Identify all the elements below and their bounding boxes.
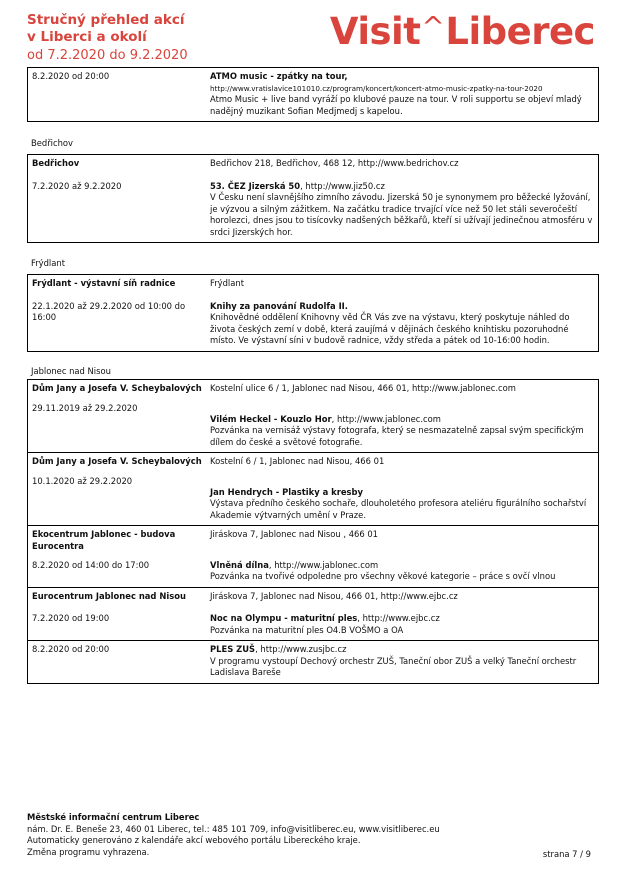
visit-liberec-logo: Visit^Liberec — [329, 10, 595, 53]
event-row — [28, 587, 598, 641]
title-line-1: Stručný přehled akcí — [27, 12, 185, 28]
venue-column — [32, 456, 210, 521]
venue-column — [32, 278, 210, 347]
event-link: , http://www.jablonec.com — [331, 413, 441, 424]
event-url: http://www.vratislavice101010.cz/program/koncert/koncert-atmo-music-zpatky-na-tour-2020 — [210, 83, 543, 93]
event-link: , http://www.jiz50.cz — [300, 180, 385, 191]
event-row — [28, 275, 598, 351]
event-description: Knihovědné oddělení Knihovny věd ČR Vás zve na výstavu, který poskytuje náhled do života českých zemí v době, která zaujímá v dějinách českého knihtisku pozoruhodné místo. Ve výstavní síni v budově radnice, vždy středa a pátek od 10-16:00 hodin. — [210, 312, 570, 345]
event-row — [28, 452, 598, 525]
venue-name: Dům Jany a Josefa V. Scheybalových — [32, 383, 202, 393]
venue-column — [32, 529, 210, 583]
venue-column — [32, 383, 210, 448]
page-number: strana 7 / 9 — [542, 849, 591, 859]
event-name: 53. ČEZ Jizerská 50 — [210, 180, 301, 191]
event-name: PLES ZUŠ — [210, 644, 256, 654]
event-details — [210, 158, 594, 238]
event-name: Vilém Heckel - Kouzlo Hor — [210, 413, 332, 424]
venue-column — [32, 158, 210, 238]
date-range: od 7.2.2020 do 9.2.2020 — [27, 48, 188, 63]
footer-contact: nám. Dr. E. Beneše 23, 460 01 Liberec, tel.: 485 101 709, info@visitliberec.eu, www.visitliberec.eu — [27, 823, 440, 834]
event-row — [28, 640, 598, 683]
event-date: 22.1.2020 až 29.2.2020 od 10:00 do 16:00 — [32, 300, 186, 322]
event-details — [210, 591, 594, 637]
venue-address: Jiráskova 7, Jablonec nad Nisou, 466 01, http://www.ejbc.cz — [210, 590, 458, 601]
event-block-bedrichov — [27, 154, 599, 243]
event-details — [210, 71, 594, 117]
event-block-jablonec — [27, 379, 599, 684]
event-date: 7.2.2020 od 19:00 — [32, 613, 110, 623]
event-date: 29.11.2019 až 29.2.2020 — [32, 402, 138, 413]
event-row — [28, 525, 598, 587]
event-date: 8.2.2020 od 20:00 — [32, 71, 110, 81]
venue-address: Frýdlant — [210, 278, 244, 288]
event-description: Výstava předního českého sochaře, dlouholetého profesora ateliéru figurálního sochařství Akademie výtvarných umění v Praze. — [210, 498, 587, 520]
event-block-continued — [27, 68, 599, 122]
event-details — [210, 529, 594, 583]
venue-address: Kostelní 6 / 1, Jablonec nad Nisou, 466 01 — [210, 456, 385, 466]
venue-address: Jiráskova 7, Jablonec nad Nisou , 466 01 — [210, 529, 379, 539]
venue-name: Frýdlant - výstavní síň radnice — [32, 278, 176, 288]
footer-note: Automaticky generováno z kalendáře akcí webového portálu Libereckého kraje. — [27, 835, 361, 845]
venue-address: Bedřichov 218, Bedřichov, 468 12, http://www.bedrichov.cz — [210, 158, 459, 168]
page-footer — [27, 812, 597, 858]
event-row — [28, 68, 598, 121]
event-description: Pozvánka na tvořivé odpoledne pro všechny věkové kategorie – práce s ovčí vlnou — [210, 571, 556, 581]
event-description: Pozvánka na vernisáž výstavy fotografa, který se nesmazatelně zapsal svým specifickým dílem do české a světové fotografie. — [210, 425, 584, 447]
event-description: Atmo Music + live band vyráží po klubové pauze na tour. V roli supportu se objeví mladý nadějný muzikant Sofian Medjmedj s kapelou. — [210, 94, 582, 116]
venue-name: Dům Jany a Josefa V. Scheybalových — [32, 456, 202, 466]
venue-name: Bedřichov — [32, 158, 80, 168]
venue-column — [32, 591, 210, 637]
event-details — [210, 456, 594, 521]
event-row — [28, 380, 598, 452]
venue-name: Ekocentrum Jablonec - budova Eurocentra — [32, 529, 176, 551]
event-link: , http://www.zusjbc.cz — [255, 644, 347, 654]
event-date: 8.2.2020 od 20:00 — [32, 644, 110, 654]
event-name: Jan Hendrych - Plastiky a kresby — [210, 486, 363, 497]
event-link: , http://www.ejbc.cz — [357, 613, 440, 623]
event-block-frydlant — [27, 274, 599, 352]
event-details — [210, 278, 594, 347]
event-details — [210, 644, 594, 679]
footer-organization: Městské informační centrum Liberec — [27, 812, 200, 822]
event-name: Vlněná dílna — [210, 559, 269, 570]
page-title — [27, 12, 185, 46]
event-description: Pozvánka na maturitní ples O4.B VOŠMO a OA — [210, 624, 404, 635]
venue-column — [32, 644, 210, 679]
venue-name: Eurocentrum Jablonec nad Nisou — [32, 590, 186, 601]
event-name: Noc na Olympu - maturitní ples — [210, 613, 358, 623]
event-description: V Česku není slavnějšího zimního závodu. Jizerská 50 je synonymem pro běžecké lyžování, je výzvou a silným zážitkem. Na začátku tradice trvající více než 50 let stáli severočeští horolezci, dnes jsou to tisícovky nadšených běžkařů, kteří si užívají jedinečnou atmosféru v srdci Jizerských hor. — [210, 192, 593, 237]
event-link: , http://www.jablonec.com — [268, 559, 379, 570]
event-row — [28, 155, 598, 242]
title-line-2: v Liberci a okolí — [27, 29, 147, 45]
event-date: 10.1.2020 až 29.2.2020 — [32, 475, 133, 486]
venue-address: Kostelní ulice 6 / 1, Jablonec nad Nisou, 466 01, http://www.jablonec.com — [210, 383, 516, 393]
event-description: V programu vystoupí Dechový orchestr ZUŠ, Taneční obor ZUŠ a velký Taneční orchestr Ladislava Bareše — [210, 655, 577, 677]
event-date: 8.2.2020 od 14:00 do 17:00 — [32, 560, 150, 570]
footer-note: Změna programu vyhrazena. — [27, 846, 150, 857]
event-name: Knihy za panování Rudolfa II. — [210, 300, 348, 311]
event-date: 7.2.2020 až 9.2.2020 — [32, 180, 122, 191]
event-details — [210, 383, 594, 448]
event-name: ATMO music - zpátky na tour, — [210, 71, 348, 81]
